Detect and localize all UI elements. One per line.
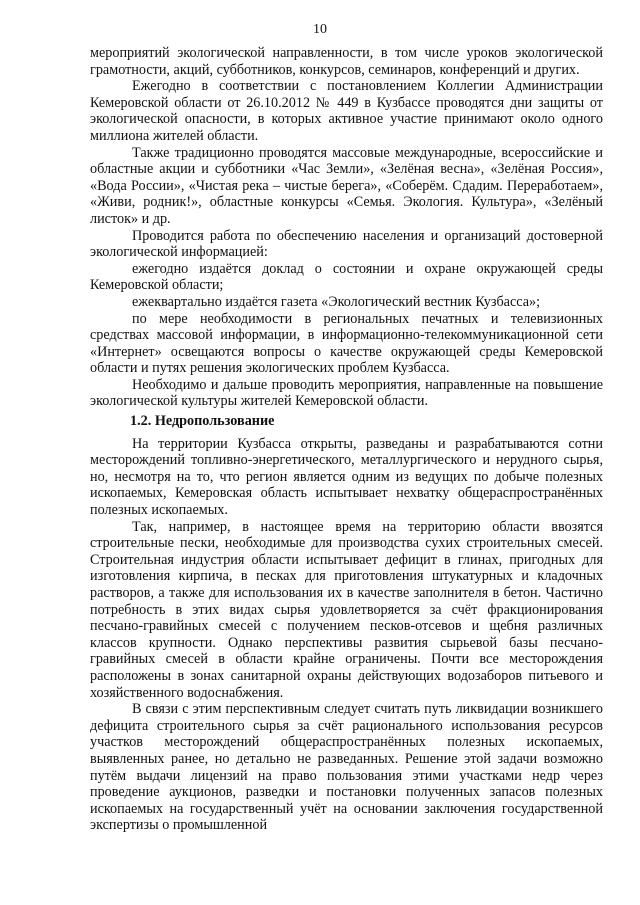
page-number: 10 — [313, 22, 327, 37]
body-paragraph: мероприятий экологической направленности, в том числе уроков экологической грамотности, акций, субботников, конкурсов, семинаров, конференций и других. — [90, 45, 603, 78]
body-paragraph: Проводится работа по обеспечению населения и организаций достоверной экологической информацией: — [90, 227, 603, 261]
body-paragraph: Ежегодно в соответствии с постановлением Коллегии Администрации Кемеровской области от 26.10.2012 № 449 в Кузбассе проводятся дни защиты от экологической опасности, в которых активное участие принимают около одного миллиона жителей области. — [90, 78, 603, 144]
body-paragraph: Необходимо и дальше проводить мероприятия, направленные на повышение экологической культуры жителей Кемеровской области. — [90, 376, 603, 410]
body-paragraph: по мере необходимости в региональных печатных и телевизионных средствах массовой информации, в информационно-телекоммуникационной сети «Интернет» освещаются вопросы о качестве окружающей среды Кемеровской области и путях решения экологических проблем Кузбасса. — [90, 310, 603, 377]
body-paragraph: На территории Кузбасса открыты, разведаны и разрабатываются сотни месторождений топливно-энергетического, металлургического и нерудного сырья, но, несмотря на то, что регион является одним из ведущих по добыче полезных ископаемых, Кемеровская область испытывает нехватку общераспространённых полезных ископаемых. — [90, 435, 603, 519]
document-body — [90, 45, 603, 834]
section-heading: 1.2. Недропользование — [130, 413, 275, 430]
body-paragraph: В связи с этим перспективным следует считать путь ликвидации возникшего дефицита строительного сырья за счёт рационального использования ресурсов участков месторождений общераспространённых полезных ископаемых, выявленных ранее, но детально не разведанных. Решение этой задачи возможно путём выдачи лицензий на право пользования этими участками недр через проведение аукционов, разведки и постановки полученных запасов полезных ископаемых на государственный учёт на основании заключения государственной экспертизы о промышленной — [90, 701, 603, 834]
paragraphs-before-heading — [90, 45, 603, 410]
body-paragraph: Так, например, в настоящее время на территорию области ввозятся строительные пески, необходимые для производства сухих строительных смесей. Строительная индустрия области испытывает дефицит в глинах, пригодных для изготовления кирпича, в песках для приготовления штукатурных и кладочных растворов, а также для использования их в качестве заполнителя в бетон. Частично потребность в этих видах сырья удовлетворяется за счёт фракционирования песчано-гравийных смесей с получением песков-отсевов и щебня различных классов крупности. Однако перспективы развития сырьевой базы песчано-гравийных смесей в области крайне ограничены. Почти все месторождения расположены в зонах санитарной охраны действующих водозаборов питьевого и хозяйственного водоснабжения. — [90, 518, 603, 701]
body-paragraph: ежегодно издаётся доклад о состоянии и охране окружающей среды Кемеровской области; — [90, 260, 603, 294]
body-paragraph: Также традиционно проводятся массовые международные, всероссийские и областные акции и субботники «Час Земли», «Зелёная весна», «Зелёная Россия», «Вода России», «Чистая река – чистые берега», «Соберём. Сдадим. Переработаем», «Живи, родник!», областные конкурсы «Семья. Экология. Культура», «Зелёный листок» и др. — [90, 144, 603, 227]
paragraphs-after-heading — [90, 436, 603, 834]
body-paragraph: ежеквартально издаётся газета «Экологический вестник Кузбасса»; — [132, 293, 541, 310]
